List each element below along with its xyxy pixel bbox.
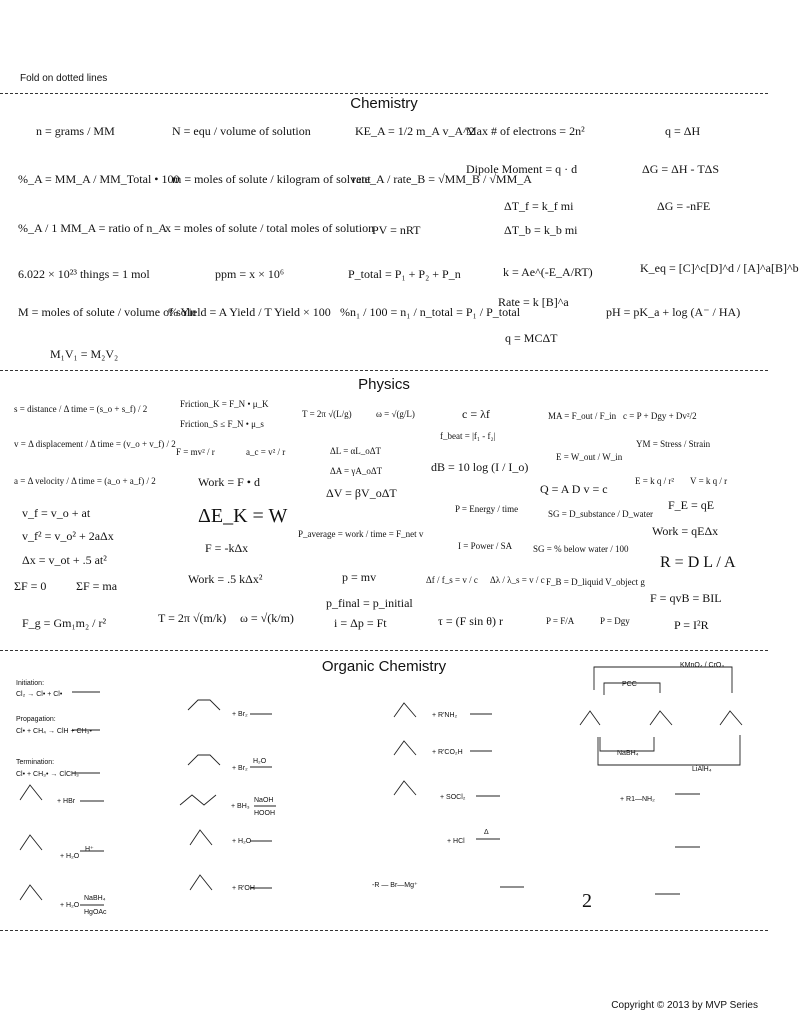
reagent-label: H₂O [253,758,267,765]
reagent-label: NaBH₄ [617,750,639,757]
organic-title: Organic Chemistry [321,658,447,675]
chem-formula: x = moles of solute / total moles of solution [165,221,375,235]
reagent-label: + BH₃ [231,803,250,810]
phys-formula: c = P + Dgy + Dv²/2 [623,411,697,421]
phys-formula: ΔL = αL_oΔT [330,446,382,456]
phys-formula: P = Dgy [600,616,630,626]
chem-formula: P_total = P₁ + P₂ + P_n [348,267,461,281]
reagent-label: HOOH [254,810,275,817]
chem-formula: n = grams / MM [36,124,115,138]
chem-formula: ΔT_b = k_b mi [504,223,578,237]
reagent-label: + HCl [447,838,465,845]
chem-formula: %n₁ / 100 = n₁ / n_total = P₁ / P_total [340,305,521,319]
chemistry-title: Chemistry [350,95,418,112]
reagent-label: + R1—NH₂ [620,796,655,803]
reagent-label: + H₂O [60,853,80,860]
phys-formula: ΣF = ma [76,579,118,593]
chem-formula: M₁V₁ = M₂V₂ [50,347,119,361]
reagent-label: Δ [484,829,489,836]
phys-formula: ω = √(k/m) [240,611,294,625]
chem-formula: rate_A / rate_B = √MM_B / √MM_A [352,172,532,186]
phys-formula: ΔV = βV_oΔT [326,486,397,500]
phys-formula: τ = (F sin θ) r [438,614,504,628]
propagation-label: Propagation: [16,716,56,723]
phys-formula: SG = D_substance / D_water [548,509,654,519]
phys-formula: F = mv² / r [176,447,215,457]
cycle-path [598,735,740,765]
reagent-label: -R — Br—Mg⁺ [372,882,418,889]
phys-formula: s = distance / Δ time = (s_o + s_f) / 2 [14,404,148,414]
chem-formula: Rate = k [B]^a [498,295,569,309]
reagent-label: H⁺ [85,846,94,853]
chem-formula: pH = pK_a + log (A⁻ / HA) [606,305,741,319]
reagent-label: PCC [622,681,637,688]
phys-formula: E = W_out / W_in [556,452,623,462]
phys-formula: I = Power / SA [458,541,513,551]
phys-formula: c = λf [462,407,490,421]
propagation-equation: Cl• + CH₄ → ClH + CH₃• [16,728,92,735]
ketone-structure [650,711,672,725]
termination-label: Termination: [16,759,55,766]
chem-formula: % Yield = A Yield / T Yield × 100 [168,305,331,319]
dotted-divider [0,930,768,931]
copyright-text: Copyright © 2013 by MVP Series [611,1000,758,1011]
chem-formula: K_eq = [C]^c[D]^d / [A]^a[B]^b [640,261,799,275]
phys-formula: p = mv [342,570,377,584]
dotted-divider [0,93,768,94]
phys-formula: ω = √(g/L) [376,409,415,419]
phys-formula: a = Δ velocity / Δ time = (a_o + a_f) / 2 [14,476,156,486]
phys-formula: Friction_S ≤ F_N • μ_s [180,419,264,429]
chem-formula: ppm = x × 10⁶ [215,267,285,281]
termination-equation: Cl• + CH₃• → ClCH₃ [16,771,79,778]
carboxylic-acid-structure [394,781,416,795]
chem-formula: 6.022 × 10²³ things = 1 mol [18,267,150,281]
dotted-divider [0,650,768,651]
chem-formula: q = ΔH [665,124,701,138]
reagent-label: + R'NH₂ [432,712,458,719]
chem-formula: PV = nRT [372,223,421,237]
chem-formula: m = moles of solute / kilogram of solvent [172,172,371,186]
acyl-chloride-structure [190,830,212,845]
alcohol-structure [580,711,600,725]
alkene-structure [180,795,216,805]
reagent-label: NaOH [254,797,274,804]
fold-label: Fold on dotted lines [20,73,108,84]
chem-formula: k = Ae^(-E_A/RT) [503,265,593,279]
phys-formula: f_beat = |f₁ - f₂| [440,431,496,441]
acyl-chloride-structure [394,703,416,717]
phys-formula: P = F/A [546,616,575,626]
phys-formula: P = I²R [674,618,709,632]
phys-formula: dB = 10 log (I / I_o) [431,460,529,474]
reagent-label: + Br₂ [232,711,248,718]
phys-formula: ΔA = γA_oΔT [330,466,383,476]
phys-formula: Δf / f_s = v / c [426,575,478,585]
chem-formula: %_A = MM_A / MM_Total • 100 [18,172,180,186]
phys-formula: Work = qEΔx [652,524,719,538]
phys-formula: a_c = v² / r [246,447,286,457]
chem-formula: Max # of electrons = 2n² [466,124,585,138]
phys-formula: P = Energy / time [455,504,519,514]
chem-formula: %_A / 1 MM_A = ratio of n_A [18,221,168,235]
alkene-structure [20,835,42,850]
initiation-equation: Cl₂ → Cl• + Cl• [16,691,63,698]
phys-formula: V = k q / r [690,476,728,486]
alkene-structure [20,885,42,900]
reagent-label: KMnO₄ / CrO₃ [680,662,725,669]
phys-formula: F = -kΔx [205,541,249,555]
phys-formula: ΔE_K = W [198,505,288,527]
phys-formula: P_average = work / time = F_net v [298,529,424,539]
phys-formula: p_final = p_initial [326,596,413,610]
phys-formula: Work = F • d [198,475,261,489]
phys-formula: T = 2π √(L/g) [302,409,352,419]
reagent-label: HgOAc [84,909,107,916]
phys-formula: i = Δp = Ft [334,616,387,630]
alkene-structure [188,755,220,765]
phys-formula: R = D L / A [660,554,736,571]
reagent-label: + Br₂ [232,765,248,772]
cycle-path [604,683,660,695]
chem-formula: Dipole Moment = q · d [466,162,578,176]
reagent-label: + R'CO₂H [432,749,463,756]
chem-formula: M = moles of solute / volume of soln [18,305,197,319]
phys-formula: Friction_K = F_N • μ_K [180,399,269,409]
reagent-label: LiAlH₄ [692,766,712,773]
phys-formula: YM = Stress / Strain [636,439,711,449]
alkene-structure [188,700,220,710]
cycle-path [600,737,654,751]
reagent-label: NaBH₄ [84,895,106,902]
physics-title: Physics [358,376,410,393]
phys-formula: v_f = v_o + at [22,506,91,520]
phys-formula: F_g = Gm₁m₂ / r² [22,616,107,630]
cycle-path [594,667,732,693]
chem-formula: N = equ / volume of solution [172,124,311,138]
phys-formula: Q = A D v = c [540,482,608,496]
phys-formula: E = k q / r² [635,476,675,486]
initiation-label: Initiation: [16,680,45,687]
chem-formula: ΔT_f = k_f mi [504,199,574,213]
phys-formula: SG = % below water / 100 [533,544,629,554]
phys-formula: v = Δ displacement / Δ time = (v_o + v_f) / 2 [14,439,176,449]
acyl-chloride-structure [394,741,416,755]
alkene-structure [20,785,42,800]
reagent-label: + HBr [57,798,76,805]
phys-formula: Work = .5 kΔx² [188,572,263,586]
dotted-divider [0,370,768,371]
reaction-number: 2 [582,890,592,912]
phys-formula: F_E = qE [668,498,715,512]
phys-formula: F_B = D_liquid V_object g [546,577,645,587]
reaction-diagrams [0,655,768,935]
chem-formula: ΔG = -nFE [657,199,711,213]
reagent-label: + H₂O [232,838,252,845]
phys-formula: v_f² = v_o² + 2aΔx [22,529,114,543]
phys-formula: F = qvB = BIL [650,591,722,605]
reagent-label: + SOCl₂ [440,794,466,801]
chem-formula: KE_A = 1/2 m_A v_A^2 [355,124,475,138]
phys-formula: T = 2π √(m/k) [158,611,227,625]
chem-formula: ΔG = ΔH - TΔS [642,162,720,176]
phys-formula: Δx = v_ot + .5 at² [22,553,107,567]
phys-formula: ΣF = 0 [14,579,47,593]
reagent-label: + H₂O [60,902,80,909]
reagent-label: + R'OH [232,885,255,892]
chem-formula: q = MCΔT [505,331,558,345]
phys-formula: Δλ / λ_s = v / c [490,575,545,585]
acyl-chloride-structure [190,875,212,890]
phys-formula: MA = F_out / F_in [548,411,617,421]
carboxylic-acid-structure [720,711,742,725]
